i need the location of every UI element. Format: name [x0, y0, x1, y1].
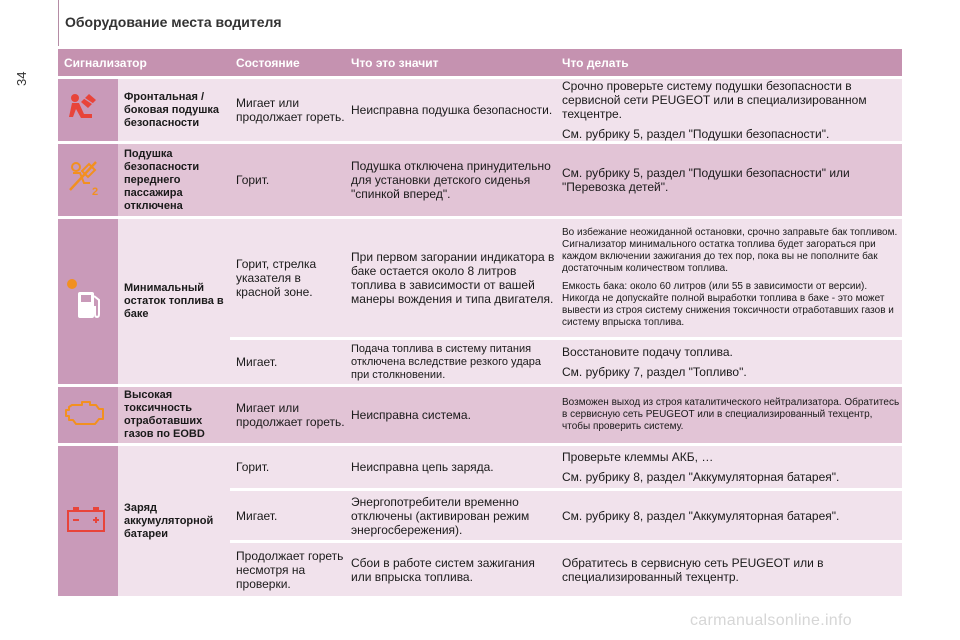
warning-lights-table: [58, 46, 902, 599]
action-text: Во избежание неожиданной остановки, срочно заправьте бак топливом. Сигнализатор минимального остатка топлива будет загораться при каждом включении зажигания до тех пор, пока вы не пополните бак достаточным количеством топлива.: [562, 227, 898, 274]
table-row: [58, 79, 902, 141]
table-row: [58, 219, 902, 337]
passenger-airbag-off-icon: [64, 158, 104, 203]
icon-cell: [58, 446, 118, 596]
icon-cell: [58, 387, 118, 443]
indicator-action: [556, 387, 902, 443]
indicator-name: Минимальный остаток топлива в баке: [118, 219, 230, 384]
action-text: См. рубрику 8, раздел "Аккумуляторная батарея".: [562, 508, 840, 523]
indicator-action: [556, 446, 902, 488]
indicator-name: Высокая токсичность отработавших газов по EOBD: [118, 387, 230, 443]
indicator-meaning: Неисправна система.: [345, 387, 556, 443]
action-text: Срочно проверьте систему подушки безопасности в сервисной сети PEUGEOT или в специализированном техцентре.: [562, 79, 867, 121]
action-text: См. рубрику 8, раздел "Аккумуляторная батарея".: [562, 470, 840, 484]
indicator-meaning: Сбои в работе систем зажигания или впрыска топлива.: [345, 543, 556, 596]
indicator-state: Мигает.: [230, 491, 345, 540]
indicator-meaning: Неисправна подушка безопасности.: [345, 79, 556, 141]
indicator-action: [556, 543, 902, 596]
svg-text:2: 2: [92, 185, 99, 198]
header-action: Что делать: [556, 49, 902, 76]
indicator-meaning: При первом загорании индикатора в баке остается около 8 литров топлива в зависимости от вашей манеры вождения и типа двигателя.: [345, 219, 556, 337]
airbag-icon: [64, 90, 100, 131]
indicator-state: Продолжает гореть несмотря на проверки.: [230, 543, 345, 596]
table-header-row: [58, 49, 902, 76]
action-text: См. рубрику 5, раздел "Подушки безопасности".: [562, 127, 830, 141]
indicator-state: Горит.: [230, 446, 345, 488]
action-text: См. рубрику 7, раздел "Топливо".: [562, 365, 747, 379]
header-indicator: Сигнализатор: [58, 49, 230, 76]
action-text: Возможен выход из строя каталитического нейтрализатора. Обратитесь в сервисную сеть PEUGEOT или в специализированный техцентр, чтобы проверить систему.: [562, 397, 900, 432]
action-text: Емкость бака: около 60 литров (или 55 в зависимости от версии). Никогда не допускайте полной выработки топлива в баке - это может вывести из строя систему снижения токсичности отработавших газов и систему впрыска топлива.: [562, 281, 894, 328]
header-state: Состояние: [230, 49, 345, 76]
action-text: См. рубрику 5, раздел "Подушки безопасности" или "Перевозка детей".: [562, 166, 850, 194]
indicator-action: [556, 79, 902, 141]
indicator-meaning: Энергопотребители временно отключены (активирован режим энергосбережения).: [345, 491, 556, 540]
indicator-state: Мигает.: [230, 340, 345, 384]
table-row: [58, 144, 902, 216]
battery-icon: [64, 504, 108, 539]
indicator-meaning: Неисправна цепь заряда.: [345, 446, 556, 488]
indicator-state: Мигает или продолжает гореть.: [230, 387, 345, 443]
indicator-name: Подушка безопасности переднего пассажира отключена: [118, 144, 230, 216]
indicator-state: Горит.: [230, 144, 345, 216]
icon-cell: [58, 144, 118, 216]
engine-emissions-icon: [64, 397, 108, 434]
action-text: Проверьте клеммы АКБ, …: [562, 450, 714, 464]
indicator-meaning: Подушка отключена принудительно для установки детского сиденья "спинкой вперед".: [345, 144, 556, 216]
action-text: Обратитесь в сервисную сеть PEUGEOT или в специализированный техцентр.: [562, 555, 824, 584]
indicator-state: Горит, стрелка указателя в красной зоне.: [230, 219, 345, 337]
section-title: Оборудование места водителя: [65, 14, 282, 30]
icon-cell: [58, 79, 118, 141]
indicator-name: Фронтальная / боковая подушка безопасности: [118, 79, 230, 141]
header-meaning: Что это значит: [345, 49, 556, 76]
indicator-name: Заряд аккумуляторной батареи: [118, 446, 230, 596]
fuel-pump-icon: [64, 274, 108, 329]
indicator-meaning: Подача топлива в систему питания отключена вследствие резкого удара при столкновении.: [345, 340, 556, 384]
table-row: [58, 387, 902, 443]
indicator-action: [556, 144, 902, 216]
indicator-action: [556, 219, 902, 337]
indicator-state: Мигает или продолжает гореть.: [230, 79, 345, 141]
page-edge-line: [58, 0, 59, 46]
watermark: carmanualsonline.info: [690, 612, 852, 629]
table-row: [58, 446, 902, 488]
indicator-action: [556, 340, 902, 384]
indicator-action: [556, 491, 902, 540]
page-number: 34: [14, 71, 29, 86]
action-text: Восстановите подачу топлива.: [562, 345, 733, 359]
icon-cell: [58, 219, 118, 384]
